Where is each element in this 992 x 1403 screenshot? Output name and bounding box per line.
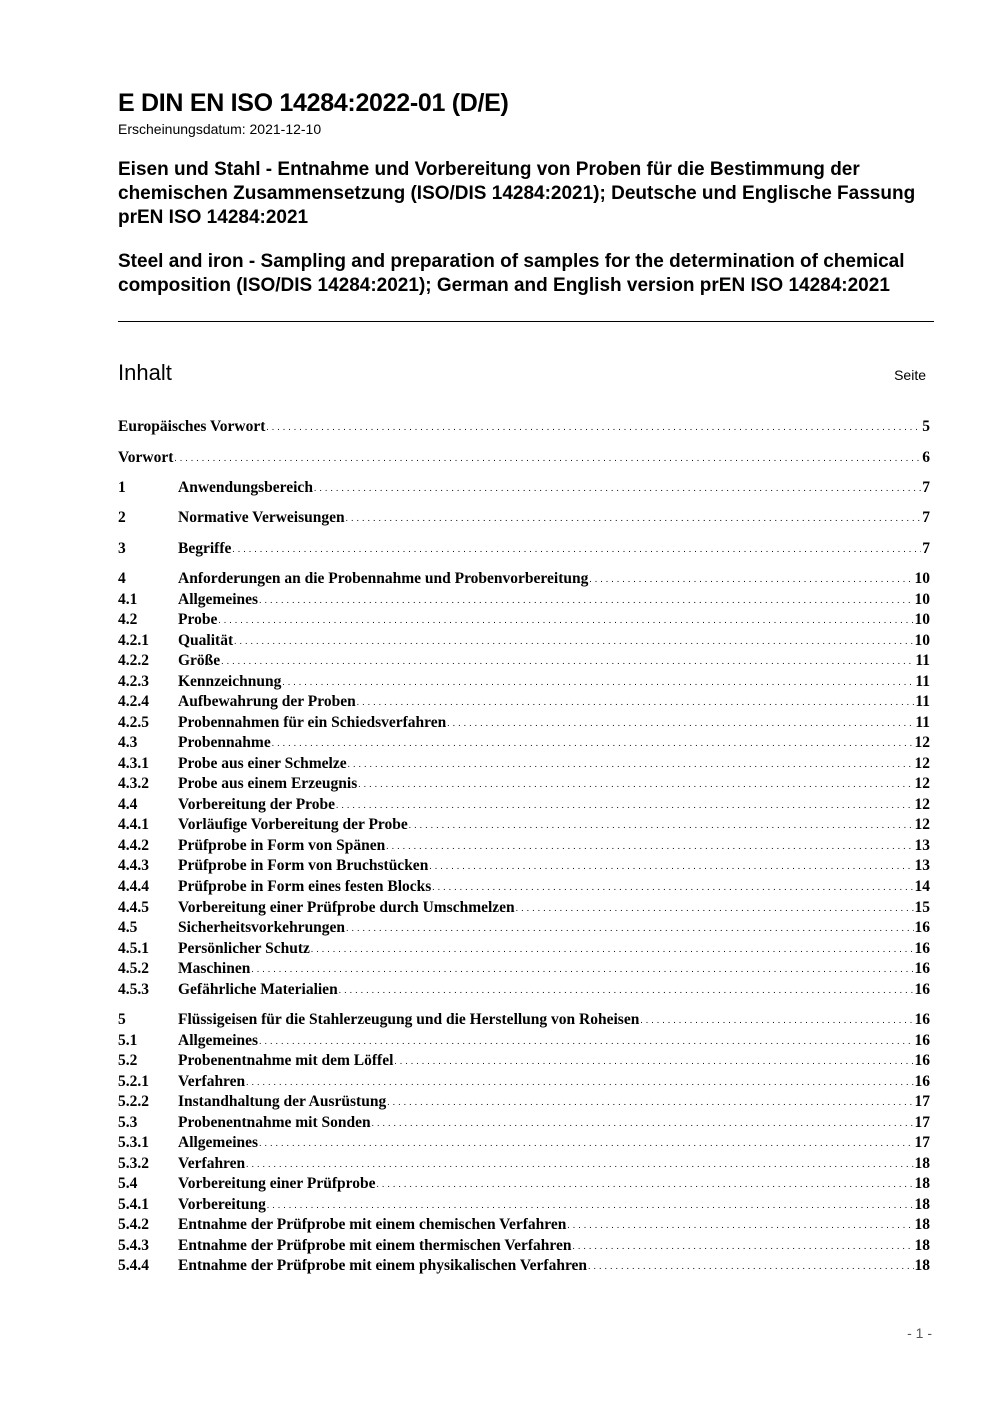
toc-entry-title: Probennahme — [178, 734, 271, 751]
toc-entry-title: Persönlicher Schutz — [178, 940, 310, 957]
toc-entry-page: 12 — [914, 816, 930, 833]
toc-entry-page: 11 — [915, 673, 930, 690]
toc-entry-title: Vorbereitung einer Prüfprobe durch Umschmelzen — [178, 899, 515, 916]
toc-entry-page: 10 — [914, 591, 930, 608]
toc-entry-page: 11 — [915, 693, 930, 710]
toc-entry-page: 16 — [914, 1011, 930, 1028]
toc-entry-page: 18 — [914, 1196, 930, 1213]
toc-entry[interactable] — [118, 539, 930, 559]
toc-entry-number: 5.2.2 — [118, 1093, 149, 1110]
toc-entry-title: Normative Verweisungen — [178, 509, 345, 526]
toc-entry[interactable] — [118, 478, 930, 498]
toc-entry[interactable] — [118, 651, 930, 671]
toc-entry-page: 13 — [914, 837, 930, 854]
header-divider — [118, 321, 934, 322]
toc-entry[interactable] — [118, 795, 930, 815]
toc-entry-number: 4.2.3 — [118, 673, 149, 690]
toc-dot-leader — [567, 1215, 913, 1235]
toc-entry[interactable] — [118, 448, 930, 468]
toc-entry-title: Probenentnahme mit dem Löffel — [178, 1052, 394, 1069]
toc-dot-leader — [311, 939, 914, 959]
toc-entry-title: Vorwort — [118, 449, 174, 466]
toc-dot-leader — [251, 959, 913, 979]
toc-entry-number: 4.4.2 — [118, 837, 149, 854]
toc-entry[interactable] — [118, 1113, 930, 1133]
toc-entry[interactable] — [118, 1031, 930, 1051]
toc-entry[interactable] — [118, 1256, 930, 1276]
toc-entry-number: 4.5.1 — [118, 940, 149, 957]
toc-entry-title: Entnahme der Prüfprobe mit einem physikalischen Verfahren — [178, 1257, 588, 1274]
toc-dot-leader — [234, 631, 913, 651]
toc-entry-page: 7 — [922, 509, 930, 526]
toc-entry-page: 12 — [914, 796, 930, 813]
toc-entry-title: Allgemeines — [178, 1134, 259, 1151]
toc-entry-title: Gefährliche Materialien — [178, 981, 338, 998]
toc-entry-number: 5.4.1 — [118, 1196, 149, 1213]
toc-heading: Inhalt — [118, 360, 172, 385]
toc-entry-page: 12 — [914, 755, 930, 772]
toc-entry-title: Maschinen — [178, 960, 251, 977]
title-english: Steel and iron - Sampling and preparation of samples for the determination of chemical composition (ISO/DIS 14284:2021); German and English version prEN ISO 14284:2021 — [118, 251, 905, 296]
toc-entry-title: Begriffe — [178, 540, 232, 557]
toc-entry-number: 4.2.2 — [118, 652, 149, 669]
toc-entry-page: 18 — [914, 1155, 930, 1172]
toc-entry[interactable] — [118, 733, 930, 753]
toc-entry[interactable] — [118, 672, 930, 692]
toc-entry-page: 16 — [914, 981, 930, 998]
toc-dot-leader — [429, 856, 913, 876]
toc-dot-leader — [409, 815, 914, 835]
toc-dot-leader — [432, 877, 913, 897]
toc-entry[interactable] — [118, 898, 930, 918]
toc-dot-leader — [259, 590, 913, 610]
toc-entry[interactable] — [118, 1215, 930, 1235]
toc-entry-page: 17 — [914, 1114, 930, 1131]
toc-entry[interactable] — [118, 1010, 930, 1030]
toc-entry-title: Entnahme der Prüfprobe mit einem chemischen Verfahren — [178, 1216, 567, 1233]
toc-entry-number: 5.4.3 — [118, 1237, 149, 1254]
toc-entry-title: Prüfprobe in Form von Bruchstücken — [178, 857, 429, 874]
publication-date: Erscheinungsdatum: 2021-12-10 — [118, 121, 322, 137]
toc-entry-number: 4.5 — [118, 919, 138, 936]
toc-entry[interactable] — [118, 939, 930, 959]
toc-entry[interactable] — [118, 631, 930, 651]
toc-entry-number: 5.2.1 — [118, 1073, 149, 1090]
title-german: Eisen und Stahl - Entnahme und Vorbereitung von Proben für die Bestimmung der chemischen Zusammensetzung (ISO/DIS 14284:2021); Deutsche und Englische Fassung prEN ISO 14284:2021 — [118, 159, 916, 228]
toc-entry-title: Allgemeines — [178, 591, 259, 608]
toc-entry-page: 14 — [914, 878, 930, 895]
toc-entry-page: 12 — [914, 775, 930, 792]
toc-entry-number: 5.4.4 — [118, 1257, 149, 1274]
toc-entry-number: 5 — [118, 1011, 126, 1028]
toc-entry[interactable] — [118, 569, 930, 589]
toc-dot-leader — [386, 836, 913, 856]
toc-entry-number: 4.2 — [118, 611, 138, 628]
toc-dot-leader — [246, 1072, 913, 1092]
toc-entry-title: Verfahren — [178, 1073, 246, 1090]
toc-entry-page: 17 — [914, 1134, 930, 1151]
toc-dot-leader — [259, 1031, 913, 1051]
toc-entry-title: Entnahme der Prüfprobe mit einem thermischen Verfahren — [178, 1237, 572, 1254]
toc-dot-leader — [259, 1133, 913, 1153]
page-number: - 1 - — [907, 1325, 932, 1341]
toc-entry-number: 4.5.3 — [118, 981, 149, 998]
toc-entry-number: 4.4.4 — [118, 878, 149, 895]
toc-entry[interactable] — [118, 959, 930, 979]
toc-entry[interactable] — [118, 774, 930, 794]
toc-entry-title: Größe — [178, 652, 221, 669]
toc-entry-page: 15 — [914, 899, 930, 916]
toc-dot-leader — [174, 448, 921, 468]
toc-entry-number: 5.4 — [118, 1175, 138, 1192]
toc-dot-leader — [272, 733, 914, 753]
toc-entry[interactable] — [118, 692, 930, 712]
toc-entry-page: 10 — [914, 632, 930, 649]
toc-entry[interactable] — [118, 508, 930, 528]
toc-entry-title: Probenentnahme mit Sonden — [178, 1114, 371, 1131]
toc-dot-leader — [339, 980, 914, 1000]
toc-entry-number: 5.4.2 — [118, 1216, 149, 1233]
toc-entry-page: 5 — [922, 418, 930, 435]
toc-entry-number: 5.3.1 — [118, 1134, 149, 1151]
toc-dot-leader — [640, 1010, 913, 1030]
toc-dot-leader — [246, 1154, 913, 1174]
toc-entry[interactable] — [118, 1133, 930, 1153]
toc-entry-title: Verfahren — [178, 1155, 246, 1172]
toc-entry-number: 4.3.2 — [118, 775, 149, 792]
toc-entry-number: 1 — [118, 479, 126, 496]
toc-entry[interactable] — [118, 1092, 930, 1112]
toc-entry-number: 2 — [118, 509, 126, 526]
toc-dot-leader — [358, 774, 913, 794]
toc-dot-leader — [387, 1092, 913, 1112]
toc-entry-page: 13 — [914, 857, 930, 874]
toc-dot-leader — [282, 672, 914, 692]
toc-dot-leader — [266, 417, 921, 437]
toc-entry-number: 4.4.5 — [118, 899, 149, 916]
toc-entry-number: 4.2.5 — [118, 714, 149, 731]
toc-entry[interactable] — [118, 1174, 930, 1194]
toc-dot-leader — [346, 918, 913, 938]
toc-entry-number: 4.3.1 — [118, 755, 149, 772]
toc-dot-leader — [589, 569, 913, 589]
toc-entry[interactable] — [118, 1195, 930, 1215]
toc-entry-title: Allgemeines — [178, 1032, 259, 1049]
toc-entry-page: 16 — [914, 940, 930, 957]
toc-page-column-label: Seite — [894, 367, 926, 383]
toc-entry-title: Vorläufige Vorbereitung der Probe — [178, 816, 408, 833]
toc-entry-page: 11 — [915, 714, 930, 731]
toc-entry-number: 4.5.2 — [118, 960, 149, 977]
toc-entry-title: Prüfprobe in Form von Spänen — [178, 837, 386, 854]
toc-entry-number: 5.2 — [118, 1052, 138, 1069]
toc-entry-number: 4.2.1 — [118, 632, 149, 649]
toc-entry-title: Sicherheitsvorkehrungen — [178, 919, 346, 936]
toc-entry[interactable] — [118, 836, 930, 856]
toc-entry-number: 4.4.3 — [118, 857, 149, 874]
toc-entry-page: 12 — [914, 734, 930, 751]
toc-entry-page: 18 — [914, 1237, 930, 1254]
toc-entry-number: 4.2.4 — [118, 693, 149, 710]
toc-entry[interactable] — [118, 815, 930, 835]
toc-entry-page: 7 — [922, 479, 930, 496]
toc-dot-leader — [267, 1195, 914, 1215]
toc-dot-leader — [336, 795, 913, 815]
toc-entry-title: Qualität — [178, 632, 234, 649]
toc-entry-number: 4 — [118, 570, 126, 587]
toc-entry-title: Prüfprobe in Form eines festen Blocks — [178, 878, 432, 895]
toc-entry-title: Vorbereitung einer Prüfprobe — [178, 1175, 376, 1192]
toc-entry-title: Probe aus einer Schmelze — [178, 755, 347, 772]
toc-dot-leader — [573, 1236, 914, 1256]
toc-entry-title: Anwendungsbereich — [178, 479, 313, 496]
toc-entry-number: 5.3.2 — [118, 1155, 149, 1172]
toc-entry-title: Probennahmen für ein Schiedsverfahren — [178, 714, 447, 731]
toc-entry[interactable] — [118, 918, 930, 938]
toc-entry[interactable] — [118, 1051, 930, 1071]
toc-entry-number: 4.3 — [118, 734, 138, 751]
document-id: E DIN EN ISO 14284:2022-01 (D/E) — [118, 89, 509, 117]
toc-entry-number: 3 — [118, 540, 126, 557]
toc-dot-leader — [376, 1174, 913, 1194]
toc-dot-leader — [447, 713, 914, 733]
toc-dot-leader — [346, 508, 922, 528]
toc-dot-leader — [394, 1051, 913, 1071]
toc-entry-number: 5.3 — [118, 1114, 138, 1131]
toc-entry-title: Instandhaltung der Ausrüstung — [178, 1093, 387, 1110]
toc-dot-leader — [218, 610, 913, 630]
toc-entry[interactable] — [118, 856, 930, 876]
toc-dot-leader — [348, 754, 914, 774]
toc-dot-leader — [588, 1256, 913, 1276]
toc-dot-leader — [516, 898, 914, 918]
toc-entry-title: Flüssigeisen für die Stahlerzeugung und die Herstellung von Roheisen — [178, 1011, 640, 1028]
toc-entry-page: 16 — [914, 1032, 930, 1049]
toc-entry[interactable] — [118, 1236, 930, 1256]
toc-entry-page: 7 — [922, 540, 930, 557]
toc-entry-page: 16 — [914, 1073, 930, 1090]
toc-entry-number: 5.1 — [118, 1032, 138, 1049]
toc-entry[interactable] — [118, 713, 930, 733]
toc-entry-title: Vorbereitung — [178, 1196, 266, 1213]
toc-entry-title: Aufbewahrung der Proben — [178, 693, 356, 710]
toc-entry-title: Vorbereitung der Probe — [178, 796, 336, 813]
toc-dot-leader — [221, 651, 914, 671]
toc-entry-number: 4.4 — [118, 796, 138, 813]
toc-entry[interactable] — [118, 610, 930, 630]
toc-entry[interactable] — [118, 877, 930, 897]
toc-dot-leader — [357, 692, 915, 712]
toc-entry-page: 10 — [914, 611, 930, 628]
toc-dot-leader — [372, 1113, 914, 1133]
toc-entry-title: Probe — [178, 611, 218, 628]
toc-entry-page: 18 — [914, 1175, 930, 1192]
toc-entry-title: Europäisches Vorwort — [118, 418, 266, 435]
toc-entry-number: 4.4.1 — [118, 816, 149, 833]
toc-entry[interactable] — [118, 590, 930, 610]
toc-entry-page: 18 — [914, 1216, 930, 1233]
toc-entry-page: 17 — [914, 1093, 930, 1110]
toc-entry-title: Probe aus einem Erzeugnis — [178, 775, 358, 792]
toc-dot-leader — [232, 539, 921, 559]
toc-entry-title: Kennzeichnung — [178, 673, 282, 690]
toc-entry-page: 10 — [914, 570, 930, 587]
toc-entry[interactable] — [118, 1154, 930, 1174]
toc-entry[interactable] — [118, 754, 930, 774]
toc-entry[interactable] — [118, 980, 930, 1000]
toc-entry-page: 6 — [922, 449, 930, 466]
toc-entry-number: 4.1 — [118, 591, 138, 608]
toc-entry-page: 16 — [914, 960, 930, 977]
toc-entry-page: 16 — [914, 919, 930, 936]
toc-entry-page: 18 — [914, 1257, 930, 1274]
toc-dot-leader — [314, 478, 921, 498]
toc-entry-page: 16 — [914, 1052, 930, 1069]
toc-entry-page: 11 — [915, 652, 930, 669]
toc-entry-title: Anforderungen an die Probennahme und Probenvorbereitung — [178, 570, 589, 587]
toc-entry[interactable] — [118, 417, 930, 437]
toc-entry[interactable] — [118, 1072, 930, 1092]
